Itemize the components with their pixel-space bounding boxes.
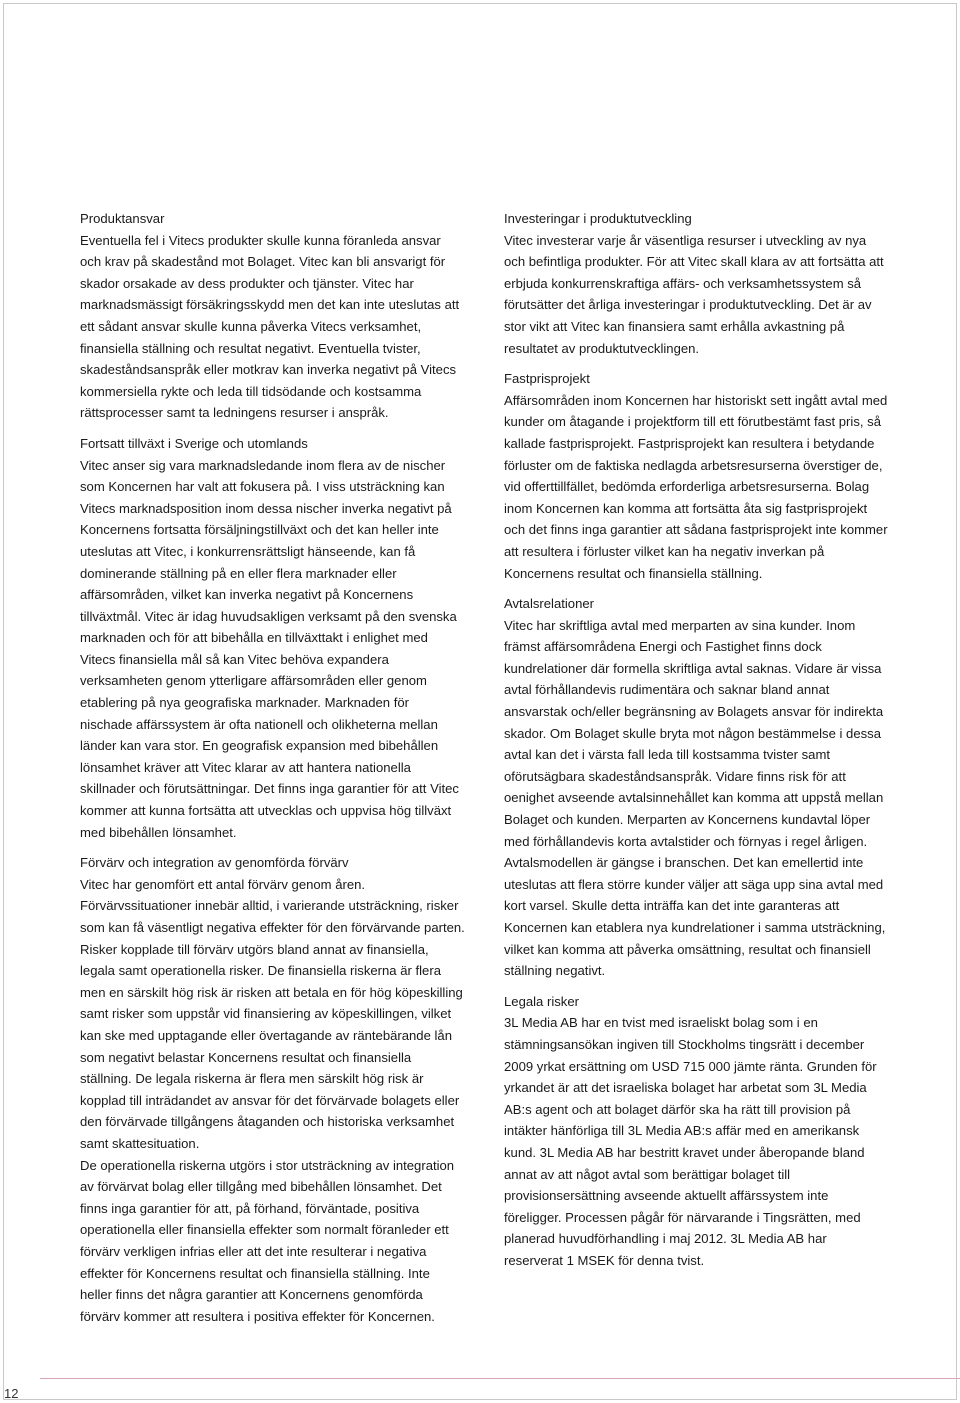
section-investeringar [504,208,889,359]
section-body [504,390,889,584]
section-title: Fastprisprojekt [504,371,590,387]
section-legala-risker [504,991,889,1272]
section-fortsatt-tillvaxt [80,433,465,843]
page-number: 12 [4,1386,19,1401]
section-body [504,230,889,360]
paragraph: Vitec anser sig vara marknadsledande inom flera av de nischer som Koncernen har valt att fokusera på. I viss utsträckning kan Vitecs marknadsposition inom dessa nischer inverka negativt på Koncernens fortsatta försäljningstillväxt och det kan heller inte uteslutas att Vitec, i konkurrensrättsligt hänseende, kan få dominerande ställning på en eller flera marknader eller affärsområden, vilket kan inverka negativt på Koncernens tillväxtmål. Vitec är idag huvudsakligen verksamt på den svenska marknaden och för att bibehålla en tillväxttakt i enlighet med Vitecs finansiella mål så kan Vitec behöva expandera verksamheten genom ytterligare affärsområden eller genom etablering på nya geografiska marknader. Marknaden för nischade affärssystem är ofta nationell och olikheterna mellan länder kan vara stor. En geografisk expansion med bibehållen lönsamhet kräver att Vitec klarar av att hantera nationella skillnader och förutsättningar. Det finns inga garantier för att Vitec kommer att kunna fortsätta att utvecklas och uppvisa hög tillväxt med bibehållen lönsamhet. [80,457,459,840]
section-body [80,230,465,424]
paragraph: Vitec investerar varje år väsentliga resurser i utveckling av nya och befintliga produkter. För att Vitec skall klara av att fortsätta att erbjuda konkurrenskraftiga affärs- och verksamhetssystem så förutsätter det årliga investeringar i produktutveckling. Det är av stor vikt att Vitec kan finansiera samt erhålla avkastning på resultatet av produktutvecklingen. [504,232,884,356]
paragraph: Eventuella fel i Vitecs produkter skulle kunna föranleda ansvar och krav på skadestånd mot Bolaget. Vitec kan bli ansvarigt för skador orsakade av dess produkter och tjänster. Vitec har marknadsmässigt försäkringsskydd men det kan inte uteslutas att ett sådant ansvar skulle kunna påverka Vitecs verksamhet, finansiella ställning och resultat negativt. Eventuella tvister, skadeståndsanspråk eller motkrav kan inverka negativt på Vitecs kommersiella rykte och leda till tidsödande och kostsamma rättsprocesser samt ta ledningens resurser i anspråk. [80,232,460,421]
section-body [80,874,465,1327]
section-title: Legala risker [504,993,579,1009]
left-column [80,208,465,1336]
section-forvarv [80,852,465,1327]
section-title: Avtalsrelationer [504,596,595,612]
paragraph: De operationella riskerna utgörs i stor utsträckning av integration av förvärvat bolag eller tillgång med bibehållen lönsamhet. Det finns inga garantier för att, på förhand, förväntade, positiva operationella eller finansiella effekter som normalt föranleder ett förvärv verkligen infrias eller att det inte resulterar i negativa effekter för Koncernens resultat och finansiella ställning. Inte heller finns det några garantier att Koncernens genomförda förvärv kommer att resultera i positiva effekter för Koncernen. [80,1157,455,1324]
section-produktansvar [80,208,465,424]
footer-rule [40,1378,960,1379]
section-body [80,455,465,844]
section-fastprisprojekt [504,368,889,584]
paragraph: 3L Media AB har en tvist med israeliskt bolag som i en stämningsansökan ingiven till Stockholms tingsrätt i december 2009 yrkat ersättning om USD 715 000 jämte ränta. Grunden för yrkandet är att det israeliska bolaget har arbetat som 3L Media AB:s agent och att bolaget därför ska ha rätt till provision på intäkter hänförliga till 3L Media AB:s affär med en amerikansk kund. 3L Media AB har bestritt kravet under åberopande bland annat av att något avtal som berättigar bolaget till provisionsersättning avseende aktuellt affärssystem inte föreligger. Processen pågår för närvarande i Tingsrätten, med planerad huvudförhandling i maj 2012. 3L Media AB har reserverat 1 MSEK för denna tvist. [504,1015,877,1268]
section-title: Produktansvar [80,211,165,226]
section-body [504,1012,889,1271]
section-avtalsrelationer [504,593,889,982]
section-title: Investeringar i produktutveckling [504,211,692,226]
paragraph: Vitec har genomfört ett antal förvärv genom åren. Förvärvssituationer innebär alltid, i varierande utsträckning, risker som kan få väsentligt negativa effekter för den förvärvande parten. Risker kopplade till förvärv utgörs bland annat av finansiella, legala samt operationella risker. De finansiella riskerna är flera men en särskilt hög risk är risken att betala en för hög köpeskilling samt risker som uppstår vid finansiering av köpeskillingen, vilket kan ske med upptagande eller övertagande av räntebärande lån som negativt belastar Koncernens resultat och finansiella ställning. De legala riskerna är flera men särskilt hög risk är kopplad till inträdandet av ansvar för det förvärvade bolagets eller den förvärvade tillgångens åtaganden och historiska verksamhet samt skattesituation. [80,876,465,1151]
paragraph: Affärsområden inom Koncernen har historiskt sett ingått avtal med kunder om åtagande i projektform till ett förutbestämt fast pris, så kallade fastprisprojekt. Fastprisprojekt kan resultera i betydande förluster om de faktiska nedlagda arbetsresurserna överstiger de, vid offerttillfället, bedömda erforderliga arbetsresurserna. Bolag inom Koncernen kan komma att fortsätta åta sig fastprisprojekt och det finns inga garantier att sådana fastprisprojekt inte kommer att resultera i förluster vilket kan ha negativ inverkan på Koncernens resultat och finansiella ställning. [504,392,888,581]
section-title: Fortsatt tillväxt i Sverige och utomlands [80,435,308,451]
section-body [504,615,889,982]
right-column [504,208,889,1281]
paragraph: Vitec har skriftliga avtal med merparten av sina kunder. Inom främst affärsområdena Energi och Fastighet finns dock kundrelationer där formella skriftliga avtal saknas. Vidare är vissa avtal förhållandevis rudimentära och saknar bland annat ansvarstak och/eller begränsning av Bolagets ansvar för indirekta skador. Om Bolaget skulle bryta mot någon bestämmelse i dessa avtal kan det i värsta fall leda till kostsamma tvister samt oförutsägbara skadeståndsanspråk. Vidare finns risk för att oenighet avseende avtalsinnehållet kan komma att uppstå mellan Bolaget och kunden. Merparten av Koncernens kundavtal löper med förhållandevis korta avtalstider och förnyas i regel årligen. Avtalsmodellen är gängse i branschen. Det kan emellertid inte uteslutas att flera större kunder väljer att säga upp sina avtal med kort varsel. Skulle detta inträffa kan det inte garanteras att Koncernen kan etablera nya kundrelationer i samma utsträckning, vilket kan komma att påverka omsättning, resultat och finansiell ställning negativt. [504,617,886,979]
section-title: Förvärv och integration av genomförda förvärv [80,855,349,871]
